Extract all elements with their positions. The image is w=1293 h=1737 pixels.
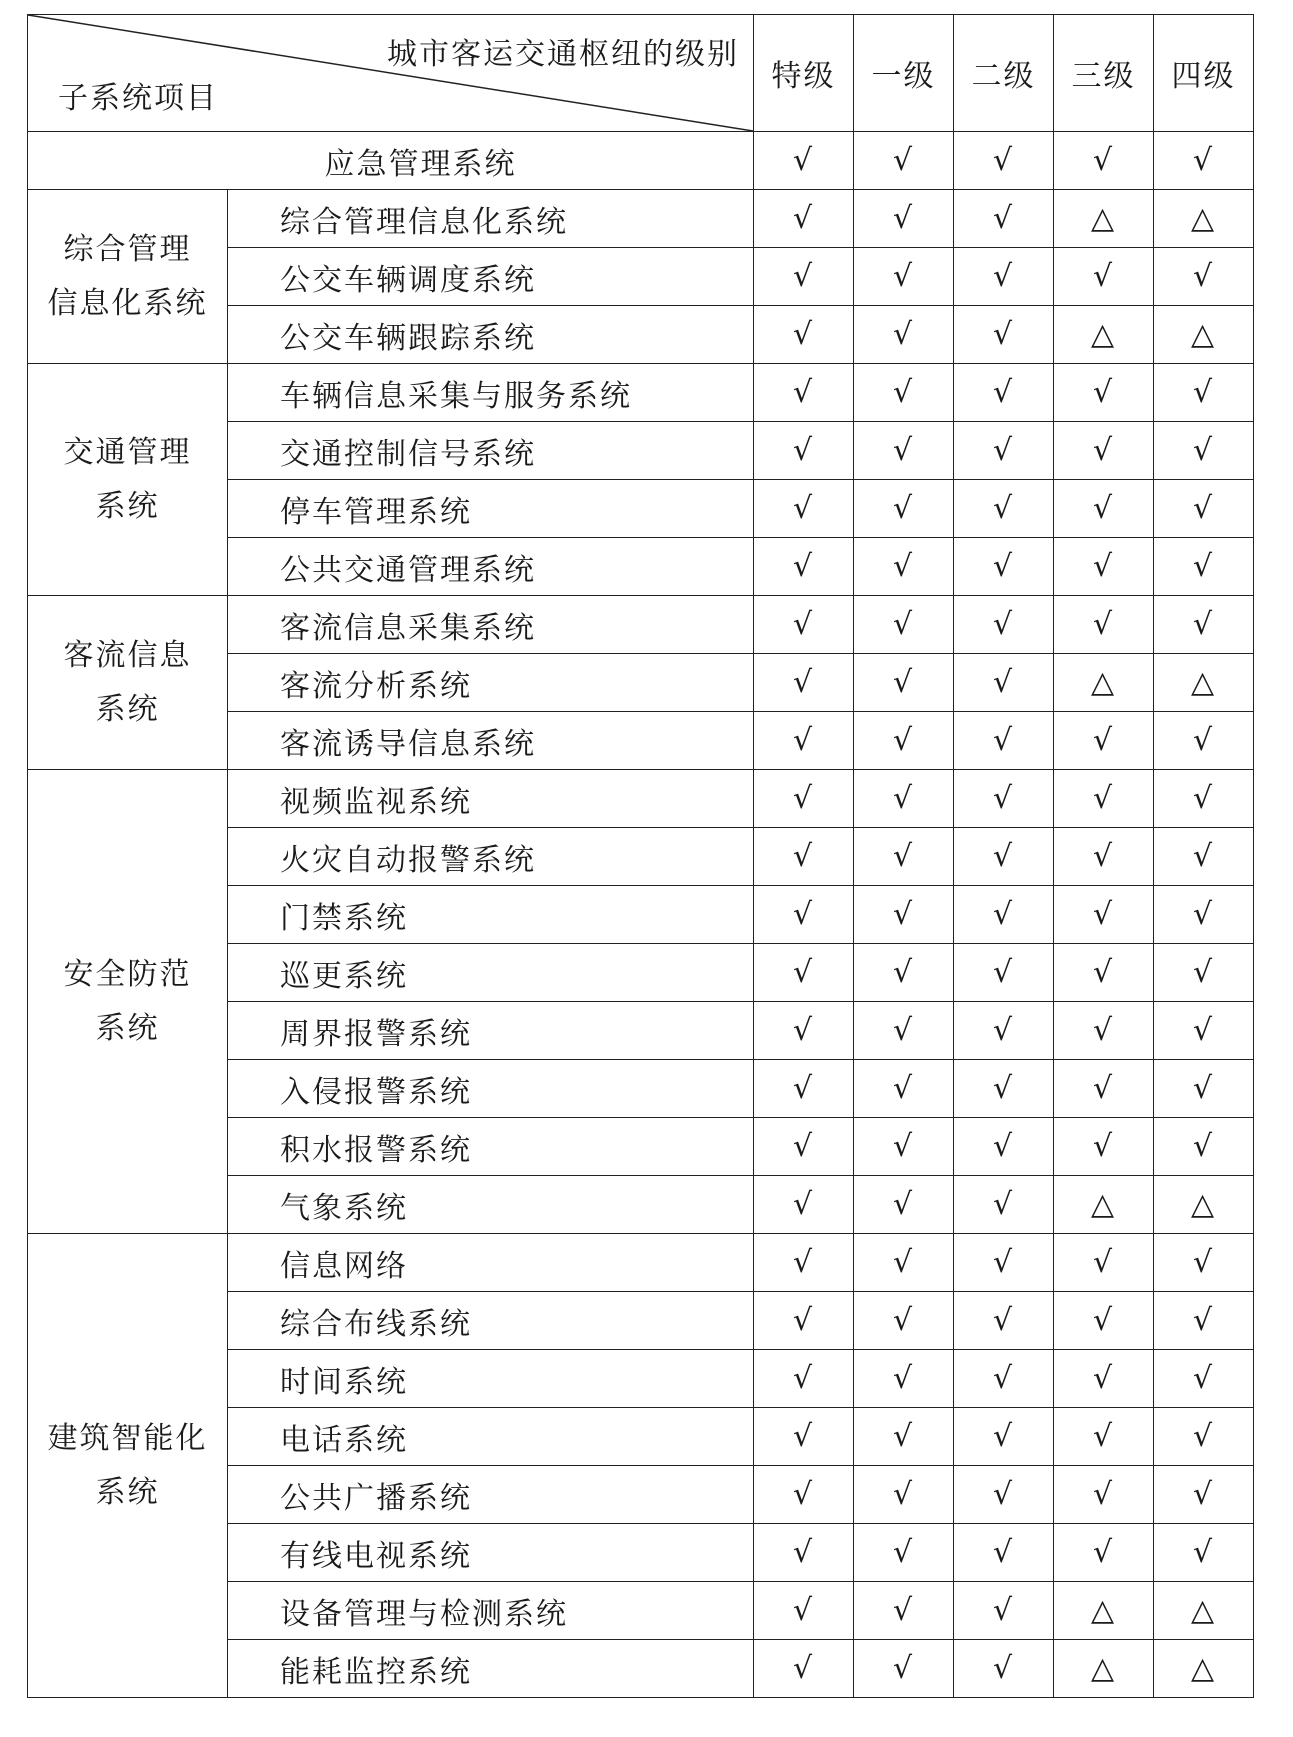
mark-cell: √: [754, 364, 854, 422]
mark-cell: √: [754, 1524, 854, 1582]
mark-cell: √: [954, 1060, 1054, 1118]
subsystem-name: 设备管理与检测系统: [228, 1582, 754, 1640]
group-label: [28, 770, 228, 1234]
mark-cell: √: [854, 596, 954, 654]
mark-cell: √: [854, 538, 954, 596]
mark-cell: √: [754, 132, 854, 190]
mark-cell: √: [1054, 1466, 1154, 1524]
mark-cell: √: [954, 828, 1054, 886]
level-2: 二级: [954, 15, 1054, 132]
mark-cell: √: [754, 1292, 854, 1350]
mark-cell: √: [1054, 132, 1154, 190]
mark-cell: √: [954, 190, 1054, 248]
mark-cell: △: [1154, 306, 1254, 364]
mark-cell: √: [854, 364, 954, 422]
subsystem-name: 火灾自动报警系统: [228, 828, 754, 886]
group-label: [28, 364, 228, 596]
mark-cell: √: [1154, 1234, 1254, 1292]
mark-cell: √: [754, 1002, 854, 1060]
mark-cell: √: [954, 480, 1054, 538]
mark-cell: √: [1054, 712, 1154, 770]
subsystem-name: 综合管理信息化系统: [228, 190, 754, 248]
mark-cell: √: [954, 886, 1054, 944]
group-label-line: 系统: [95, 1474, 160, 1510]
level-3: 三级: [1054, 15, 1154, 132]
group-label-line: 系统: [95, 1010, 160, 1046]
mark-cell: √: [1154, 1350, 1254, 1408]
table-row: [28, 1234, 1254, 1292]
subsystem-name: 客流诱导信息系统: [228, 712, 754, 770]
mark-cell: √: [1054, 1350, 1154, 1408]
mark-cell: √: [854, 190, 954, 248]
mark-cell: √: [954, 1408, 1054, 1466]
subsystem-name: 公共交通管理系统: [228, 538, 754, 596]
mark-cell: √: [854, 132, 954, 190]
subsystem-name: 交通控制信号系统: [228, 422, 754, 480]
mark-cell: √: [854, 248, 954, 306]
mark-cell: △: [1054, 1582, 1154, 1640]
subsystem-name: 公交车辆跟踪系统: [228, 306, 754, 364]
mark-cell: √: [754, 770, 854, 828]
mark-cell: √: [754, 538, 854, 596]
subsystem-name: 气象系统: [228, 1176, 754, 1234]
mark-cell: √: [954, 422, 1054, 480]
mark-cell: √: [854, 1408, 954, 1466]
group-label-line: 综合管理: [63, 231, 192, 267]
table-row: [28, 364, 1254, 422]
mark-cell: √: [1054, 248, 1154, 306]
mark-cell: √: [1154, 132, 1254, 190]
mark-cell: √: [754, 306, 854, 364]
mark-cell: √: [954, 712, 1054, 770]
mark-cell: √: [954, 1640, 1054, 1698]
table-row: [28, 596, 1254, 654]
mark-cell: √: [754, 828, 854, 886]
mark-cell: √: [854, 1292, 954, 1350]
mark-cell: √: [1154, 538, 1254, 596]
mark-cell: √: [754, 190, 854, 248]
level-4: 四级: [1154, 15, 1254, 132]
mark-cell: √: [1154, 770, 1254, 828]
subsystem-name: 视频监视系统: [228, 770, 754, 828]
mark-cell: √: [1054, 596, 1154, 654]
mark-cell: √: [1054, 886, 1154, 944]
mark-cell: △: [1054, 190, 1154, 248]
mark-cell: √: [1154, 1524, 1254, 1582]
mark-cell: √: [1054, 1524, 1154, 1582]
mark-cell: △: [1054, 1176, 1154, 1234]
mark-cell: √: [1154, 364, 1254, 422]
mark-cell: √: [1054, 364, 1154, 422]
mark-cell: √: [1154, 248, 1254, 306]
subsystem-name: 能耗监控系统: [228, 1640, 754, 1698]
mark-cell: √: [954, 1234, 1054, 1292]
subsystem-name: 综合布线系统: [228, 1292, 754, 1350]
mark-cell: √: [854, 712, 954, 770]
mark-cell: √: [954, 364, 1054, 422]
mark-cell: √: [954, 1466, 1054, 1524]
mark-cell: √: [754, 1466, 854, 1524]
subsystem-name: 电话系统: [228, 1408, 754, 1466]
subsystem-name: 停车管理系统: [228, 480, 754, 538]
mark-cell: √: [854, 1640, 954, 1698]
mark-cell: √: [1154, 1002, 1254, 1060]
group-label-line: 信息化系统: [47, 285, 208, 321]
mark-cell: √: [1054, 828, 1154, 886]
mark-cell: √: [754, 248, 854, 306]
mark-cell: √: [954, 1292, 1054, 1350]
mark-cell: √: [1154, 480, 1254, 538]
mark-cell: √: [854, 1466, 954, 1524]
mark-cell: √: [954, 1118, 1054, 1176]
mark-cell: √: [754, 654, 854, 712]
mark-cell: √: [1054, 538, 1154, 596]
mark-cell: √: [954, 1350, 1054, 1408]
group-label: [28, 1234, 228, 1698]
mark-cell: √: [854, 886, 954, 944]
mark-cell: √: [954, 248, 1054, 306]
mark-cell: √: [754, 596, 854, 654]
subsystem-name: 时间系统: [228, 1350, 754, 1408]
subsystem-name: 客流信息采集系统: [228, 596, 754, 654]
mark-cell: √: [854, 1234, 954, 1292]
group-label-line: 建筑智能化: [47, 1420, 208, 1456]
mark-cell: √: [754, 1234, 854, 1292]
mark-cell: √: [1154, 1292, 1254, 1350]
mark-cell: √: [1054, 1060, 1154, 1118]
subsystem-name: 客流分析系统: [228, 654, 754, 712]
mark-cell: √: [854, 1176, 954, 1234]
subsystem-name: 有线电视系统: [228, 1524, 754, 1582]
mark-cell: √: [854, 944, 954, 1002]
mark-cell: √: [754, 1640, 854, 1698]
mark-cell: √: [954, 306, 1054, 364]
mark-cell: √: [754, 1118, 854, 1176]
mark-cell: √: [1054, 1002, 1154, 1060]
mark-cell: √: [854, 306, 954, 364]
mark-cell: △: [1154, 190, 1254, 248]
mark-cell: √: [1054, 422, 1154, 480]
subsystem-name: 入侵报警系统: [228, 1060, 754, 1118]
mark-cell: √: [1154, 1408, 1254, 1466]
mark-cell: △: [1154, 1582, 1254, 1640]
mark-cell: √: [954, 654, 1054, 712]
mark-cell: √: [754, 1176, 854, 1234]
mark-cell: √: [1154, 944, 1254, 1002]
mark-cell: √: [1054, 1234, 1154, 1292]
mark-cell: √: [854, 770, 954, 828]
mark-cell: √: [854, 422, 954, 480]
mark-cell: √: [1054, 944, 1154, 1002]
mark-cell: √: [1054, 480, 1154, 538]
table-row-emergency: [28, 132, 1254, 190]
mark-cell: √: [854, 1582, 954, 1640]
mark-cell: √: [1154, 596, 1254, 654]
group-label-line: 系统: [95, 691, 160, 727]
mark-cell: △: [1054, 1640, 1154, 1698]
mark-cell: √: [954, 770, 1054, 828]
mark-cell: √: [754, 1408, 854, 1466]
mark-cell: △: [1154, 1176, 1254, 1234]
mark-cell: △: [1054, 654, 1154, 712]
subsystem-name: 公交车辆调度系统: [228, 248, 754, 306]
subsystem-configuration-table: [27, 14, 1254, 1698]
level-1: 一级: [854, 15, 954, 132]
mark-cell: √: [954, 1002, 1054, 1060]
subsystem-name: 公共广播系统: [228, 1466, 754, 1524]
mark-cell: √: [1154, 712, 1254, 770]
subsystem-name: 信息网络: [228, 1234, 754, 1292]
mark-cell: √: [754, 886, 854, 944]
item-title: 子系统项目: [58, 81, 218, 116]
mark-cell: √: [954, 132, 1054, 190]
mark-cell: √: [854, 1350, 954, 1408]
mark-cell: √: [954, 538, 1054, 596]
mark-cell: √: [1154, 1118, 1254, 1176]
subsystem-name: 周界报警系统: [228, 1002, 754, 1060]
group-label-line: 安全防范: [63, 956, 192, 992]
mark-cell: √: [954, 1582, 1054, 1640]
mark-cell: √: [954, 1524, 1054, 1582]
diagonal-header-cell: [28, 15, 754, 132]
group-label-line: 系统: [95, 488, 160, 524]
mark-cell: √: [1054, 1118, 1154, 1176]
mark-cell: √: [854, 828, 954, 886]
table-row: [28, 770, 1254, 828]
mark-cell: √: [1154, 828, 1254, 886]
mark-cell: √: [754, 1060, 854, 1118]
mark-cell: √: [854, 654, 954, 712]
mark-cell: √: [1054, 1292, 1154, 1350]
header-row: [28, 15, 1254, 132]
mark-cell: √: [954, 596, 1054, 654]
mark-cell: √: [854, 1002, 954, 1060]
group-label-line: 客流信息: [63, 637, 192, 673]
level-special: 特级: [754, 15, 854, 132]
mark-cell: △: [1054, 306, 1154, 364]
mark-cell: √: [754, 422, 854, 480]
mark-cell: √: [1154, 422, 1254, 480]
mark-cell: √: [754, 480, 854, 538]
emergency-system-label: 应急管理系统: [28, 132, 754, 190]
mark-cell: △: [1154, 654, 1254, 712]
subsystem-name: 门禁系统: [228, 886, 754, 944]
subsystem-name: 车辆信息采集与服务系统: [228, 364, 754, 422]
mark-cell: √: [754, 712, 854, 770]
mark-cell: √: [1054, 770, 1154, 828]
mark-cell: √: [1054, 1408, 1154, 1466]
mark-cell: √: [1154, 1060, 1254, 1118]
mark-cell: √: [1154, 886, 1254, 944]
mark-cell: √: [754, 1350, 854, 1408]
mark-cell: √: [854, 480, 954, 538]
mark-cell: √: [754, 1582, 854, 1640]
group-label: [28, 596, 228, 770]
group-label-line: 交通管理: [63, 434, 192, 470]
mark-cell: √: [854, 1524, 954, 1582]
subsystem-name: 积水报警系统: [228, 1118, 754, 1176]
mark-cell: √: [954, 1176, 1054, 1234]
mark-cell: √: [954, 944, 1054, 1002]
mark-cell: √: [854, 1060, 954, 1118]
group-label: [28, 190, 228, 364]
mark-cell: √: [1154, 1466, 1254, 1524]
table-row: [28, 190, 1254, 248]
mark-cell: △: [1154, 1640, 1254, 1698]
mark-cell: √: [754, 944, 854, 1002]
subsystem-name: 巡更系统: [228, 944, 754, 1002]
grade-title: 城市客运交通枢纽的级别: [387, 37, 739, 72]
mark-cell: √: [854, 1118, 954, 1176]
